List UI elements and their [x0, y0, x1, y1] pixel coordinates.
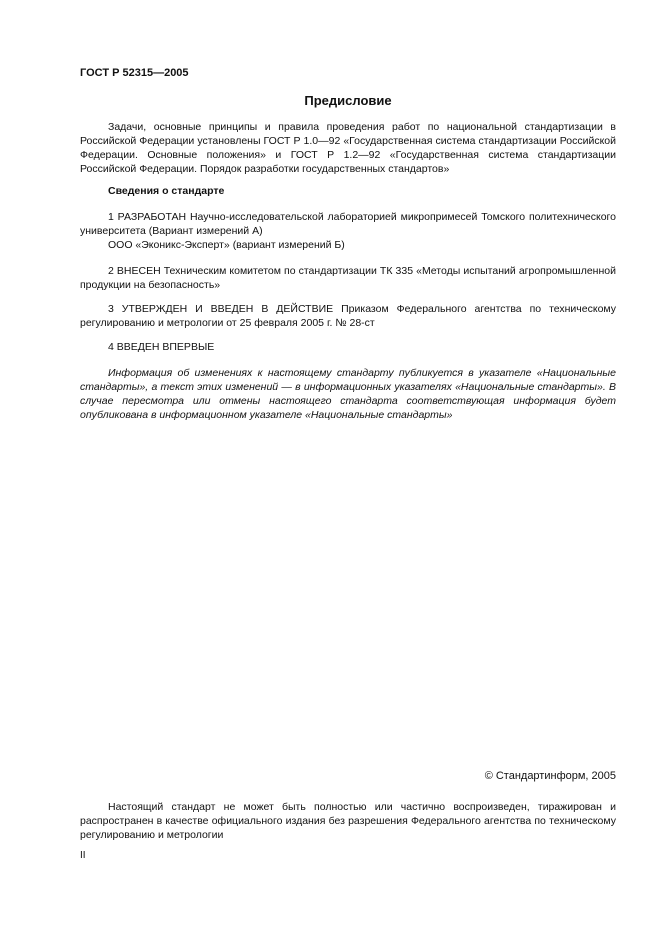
intro-section [80, 120, 616, 176]
item-2 [80, 264, 616, 292]
info-heading-section [80, 184, 616, 198]
page-title: Предисловие [304, 93, 392, 108]
item-4-text: 4 ВВЕДЕН ВПЕРВЫЕ [108, 341, 215, 353]
info-heading: Сведения о стандарте [108, 185, 225, 197]
item-2-text: 2 ВНЕСЕН Техническим комитетом по стандартизации ТК 335 «Методы испытаний агропромышленной продукции на безопасность» [80, 265, 616, 291]
item-1-second-line: ООО «Эконикс-Эксперт» (вариант измерений Б) [108, 239, 345, 251]
item-3-text: 3 УТВЕРЖДЕН И ВВЕДЕН В ДЕЙСТВИЕ Приказом Федерального агентства по техническому регулированию и метрологии от 25 февраля 2005 г. № 28-ст [80, 303, 616, 329]
intro-paragraph: Задачи, основные принципы и правила проведения работ по национальной стандартизации в Российской Федерации установлены ГОСТ Р 1.0—92 «Государственная система стандартизации Российской Федерации. Основные положения» и ГОСТ Р 1.2—92 «Государственная система стандартизации Российской Федерации. Порядок разработки государственных стандартов» [80, 121, 616, 175]
item-1 [80, 210, 616, 252]
item-3 [80, 302, 616, 330]
notice-section [80, 366, 616, 422]
notice-paragraph: Информация об изменениях к настоящему стандарту публикуется в указателе «Национальные стандарты», а текст этих изменений — в информационных указателях «Национальные стандарты». В случае пересмотра или отмены настоящего стандарта соответствующая информация будет опубликована в информационном указателе «Национальные стандарты» [80, 367, 616, 421]
footer-notice-section [80, 800, 616, 842]
copyright-line: © Стандартинформ, 2005 [484, 770, 616, 782]
item-4 [80, 340, 616, 354]
item-1-text: 1 РАЗРАБОТАН Научно-исследовательской лабораторией микропримесей Томского политехнического университета (Вариант измерений А) [80, 211, 616, 237]
document-code: ГОСТ Р 52315—2005 [80, 67, 189, 79]
footer-notice-paragraph: Настоящий стандарт не может быть полностью или частично воспроизведен, тиражирован и распространен в качестве официального издания без разрешения Федерального агентства по техническому регулированию и метрологии [80, 801, 616, 841]
page-number: II [80, 850, 86, 861]
